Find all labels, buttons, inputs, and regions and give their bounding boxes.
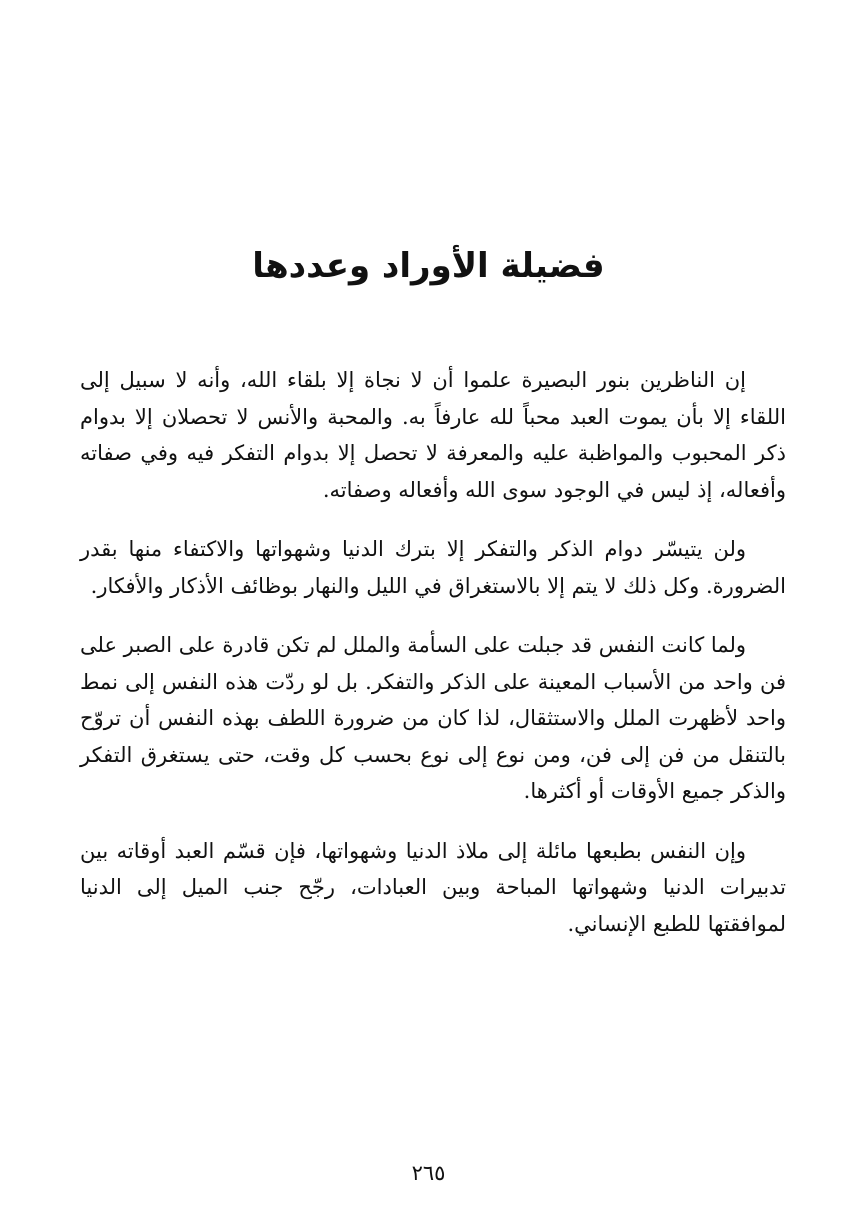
- paragraph: إن الناظرين بنور البصيرة علموا أن لا نجاة إلا بلقاء الله، وأنه لا سبيل إلى اللقاء إلا بأن يموت العبد محباً لله عارفاً به. والمحبة والأنس لا تحصلان إلا بدوام ذكر المحبوب والمواظبة عليه والمعرفة لا تحصل إلا بدوام التفكر فيه وفي صفاته وأفعاله، إذ ليس في الوجود سوى الله وأفعاله وصفاته.: [80, 368, 786, 502]
- paragraph: ولن يتيسّر دوام الذكر والتفكر إلا بترك الدنيا وشهواتها والاكتفاء منها بقدر الضرورة. وكل ذلك لا يتم إلا بالاستغراق في الليل والنهار بوظائف الأذكار والأفكار.: [80, 537, 786, 598]
- chapter-title: فضيلة الأوراد وعددها: [252, 246, 605, 286]
- page-number: ٢٦٥: [411, 1161, 446, 1185]
- paragraph: وإن النفس بطبعها مائلة إلى ملاذ الدنيا وشهواتها، فإن قسّم العبد أوقاته بين تدبيرات الدنيا وشهواتها المباحة وبين العبادات، رجّح جنب الميل إلى الدنيا لموافقتها للطبع الإنساني.: [80, 838, 786, 936]
- paragraph: ولما كانت النفس قد جبلت على السأمة والملل لم تكن قادرة على الصبر على فن واحد من الأسباب المعينة على الذكر والتفكر. بل لو ردّت هذه النفس إلى نمط واحد لأظهرت الملل والاستثقال، لذا كان من ضرورة اللطف بهذه النفس أن تروّح بالتنقل من فن إلى فن، ومن نوع إلى نوع بحسب كل وقت، حتى يستغرق التفكر والذكر جميع الأوقات أو أكثرها.: [80, 633, 786, 803]
- body-text: [80, 362, 786, 965]
